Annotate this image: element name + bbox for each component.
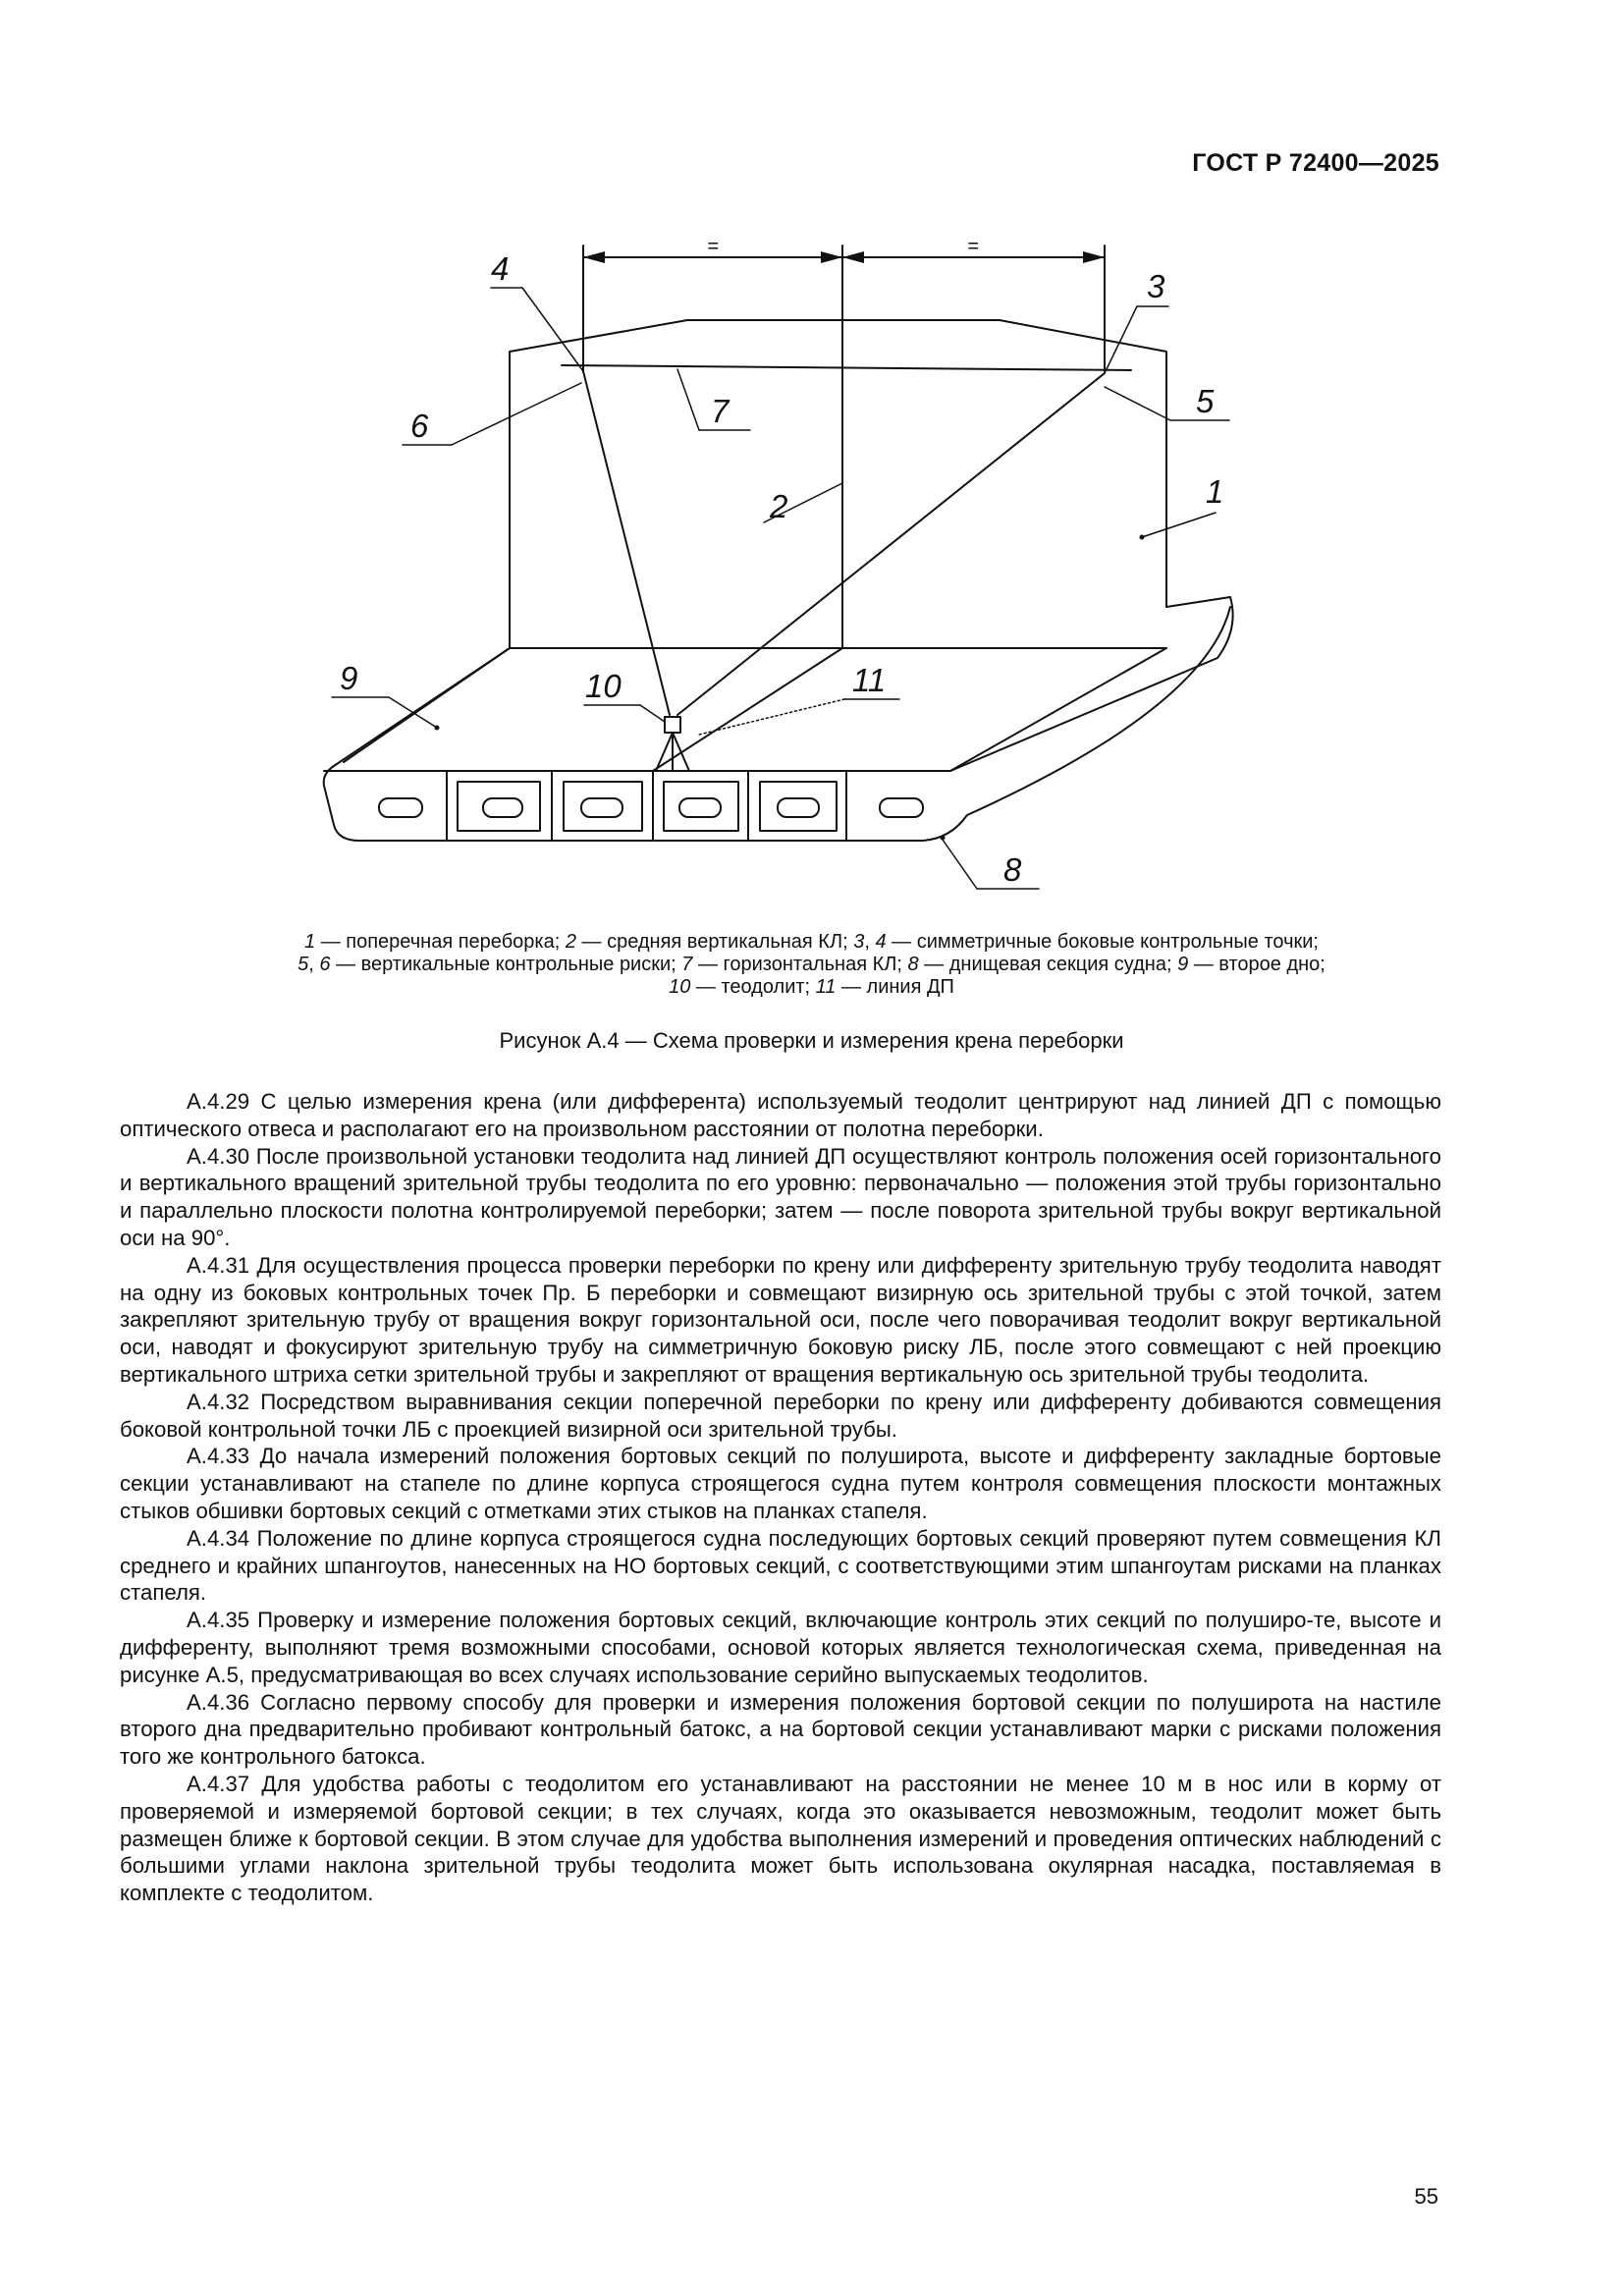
paragraph-a4-37: А.4.37 Для удобства работы с теодолитом его устанавливают на расстоянии не менее 10 м в нос или в корму от проверяемой и измеряемой бортовой секции; в тех случаях, когда это оказывается невозможным, теодолит может быть размещен ближе к бортовой секции. В этом случае для удобства выполнения измерений и проведения оптических наблюдений с большими углами наклона зрительной трубы теодолита может быть использована окулярная насадка, поставляемая в комплекте с теодолитом. bbox=[120, 1771, 1441, 1906]
paragraph-a4-30: А.4.30 После произвольной установки теодолита над линией ДП осуществляют контроль положения осей горизонтального и вертикального вращений зрительной трубы теодолита по его уровню: первоначально — положения этой трубы горизонтально и параллельно плоскости полотна контролируемой переборки; затем — после поворота зрительной трубы вокруг вертикальной оси на 90°. bbox=[120, 1143, 1441, 1250]
legend-num: 5 bbox=[298, 954, 309, 975]
legend-num: 2 bbox=[565, 931, 576, 953]
callout-1: 1 bbox=[1206, 473, 1224, 510]
dim-equal-left: = bbox=[707, 236, 719, 257]
theodolite-icon bbox=[656, 717, 689, 771]
document-id: ГОСТ Р 72400—2025 bbox=[1192, 149, 1439, 177]
legend-text: — симметричные боковые контрольные точки; bbox=[886, 931, 1319, 953]
paragraph-a4-35: А.4.35 Проверку и измерение положения бортовых секций, включающие контроль этих секций по полуширо-те, высоте и дифференту, выполняют тремя возможными способами, основой которых является технологическая схема, приведенная на рисунке А.5, предусматривающая во всех случаях использование серийно выпускаемых теодолитов. bbox=[120, 1608, 1441, 1687]
legend-text: — поперечная переборка; bbox=[315, 931, 566, 953]
callout-7: 7 bbox=[711, 393, 730, 429]
legend-text: — вертикальные контрольные риски; bbox=[330, 954, 682, 975]
callout-11: 11 bbox=[852, 662, 887, 698]
paragraph-a4-32: А.4.32 Посредством выравнивания секции поперечной переборки по крену или дифференту добиваются совмещения боковой контрольной точки ЛБ с проекцией визирной оси зрительной трубы. bbox=[120, 1389, 1441, 1442]
legend-num: 4 bbox=[875, 931, 887, 953]
paragraph-a4-34: А.4.34 Положение по длине корпуса строящегося судна последующих бортовых секций проверяют путем совмещения КЛ среднего и крайних шпангоутов, нанесенных на НО бортовых секций, с соответствующими этим шпангоутам рисками на планках стапеля. bbox=[120, 1525, 1441, 1606]
bulkhead-outline bbox=[510, 257, 1166, 648]
legend-text: — средняя вертикальная КЛ; bbox=[575, 931, 854, 953]
legend-num: 1 bbox=[304, 931, 316, 953]
legend-text: — теодолит; bbox=[690, 976, 816, 998]
callout-10: 10 bbox=[585, 668, 622, 704]
sight-lines bbox=[583, 371, 1105, 715]
floor-cells bbox=[379, 771, 923, 841]
figure-legend bbox=[147, 931, 1476, 999]
legend-text: — горизонтальная КЛ; bbox=[692, 954, 908, 975]
legend-line-2 bbox=[147, 954, 1476, 976]
bulkhead-heel-diagram bbox=[0, 0, 1623, 923]
paragraph-a4-36: А.4.36 Согласно первому способу для проверки и измерения положения бортовой секции по полуширота на настиле второго дна предварительно пробивают контрольный батокс, а на бортовой секции устанавливают марки с рисками положения того же контрольного батокса. bbox=[120, 1689, 1441, 1770]
legend-num: 7 bbox=[681, 954, 693, 975]
legend-num: 8 bbox=[907, 954, 919, 975]
page-number: 55 bbox=[1414, 2184, 1438, 2209]
callout-9: 9 bbox=[340, 660, 358, 696]
legend-num: 3 bbox=[853, 931, 865, 953]
paragraph-a4-29: А.4.29 С целью измерения крена (или дифферента) используемый теодолит центрируют над линией ДП с помощью оптического отвеса и располагают его на произвольном расстоянии от полотна переборки. bbox=[120, 1089, 1441, 1141]
legend-text: — линия ДП bbox=[836, 976, 954, 998]
legend-text: , bbox=[308, 954, 320, 975]
callout-5: 5 bbox=[1196, 383, 1215, 419]
dim-equal-right: = bbox=[967, 236, 979, 257]
legend-line-3 bbox=[147, 976, 1476, 999]
paragraph-a4-31: А.4.31 Для осуществления процесса проверки переборки по крену или дифференту зрительную трубу теодолита наводят на одну из боковых контрольных точек Пр. Б переборки и совмещают визирную ось зрительной трубы с этой точкой, затем закрепляют зрительную трубу от вращения вокруг горизонтальной оси, после чего поворачивая теодолит вокруг вертикальной оси, наводят и фокусируют зрительную трубу на симметричную боковую риску ЛБ, после этого совмещают с ней проекцию вертикального штриха сетки зрительной трубы и закрепляют от вращения вертикальную ось зрительной трубы теодолита. bbox=[120, 1252, 1441, 1387]
callout-8: 8 bbox=[1003, 851, 1022, 888]
callout-4: 4 bbox=[491, 250, 510, 287]
callout-2: 2 bbox=[770, 488, 788, 524]
legend-line-1 bbox=[147, 931, 1476, 954]
body-text bbox=[120, 1088, 1441, 1907]
figure-caption: Рисунок А.4 — Схема проверки и измерения крена переборки bbox=[499, 1028, 1124, 1053]
callout-leaders bbox=[332, 288, 1229, 889]
legend-num: 6 bbox=[319, 954, 331, 975]
dimension-line bbox=[583, 246, 1105, 371]
legend-num: 11 bbox=[815, 976, 837, 998]
legend-text: — второе дно; bbox=[1188, 954, 1325, 975]
legend-text: , bbox=[864, 931, 876, 953]
callout-3: 3 bbox=[1147, 268, 1165, 304]
legend-num: 9 bbox=[1177, 954, 1189, 975]
legend-text: — днищевая секция судна; bbox=[918, 954, 1178, 975]
callout-6: 6 bbox=[410, 408, 429, 444]
legend-num: 10 bbox=[669, 976, 691, 998]
paragraph-a4-33: А.4.33 До начала измерений положения бортовых секций по полуширота, высоте и дифференту закладные бортовые секции устанавливают на стапеле по длине корпуса строящегося судна путем контроля совмещения плоскости монтажных стыков обшивки бортовых секций с отметками этих стыков на планках стапеля. bbox=[120, 1444, 1441, 1523]
